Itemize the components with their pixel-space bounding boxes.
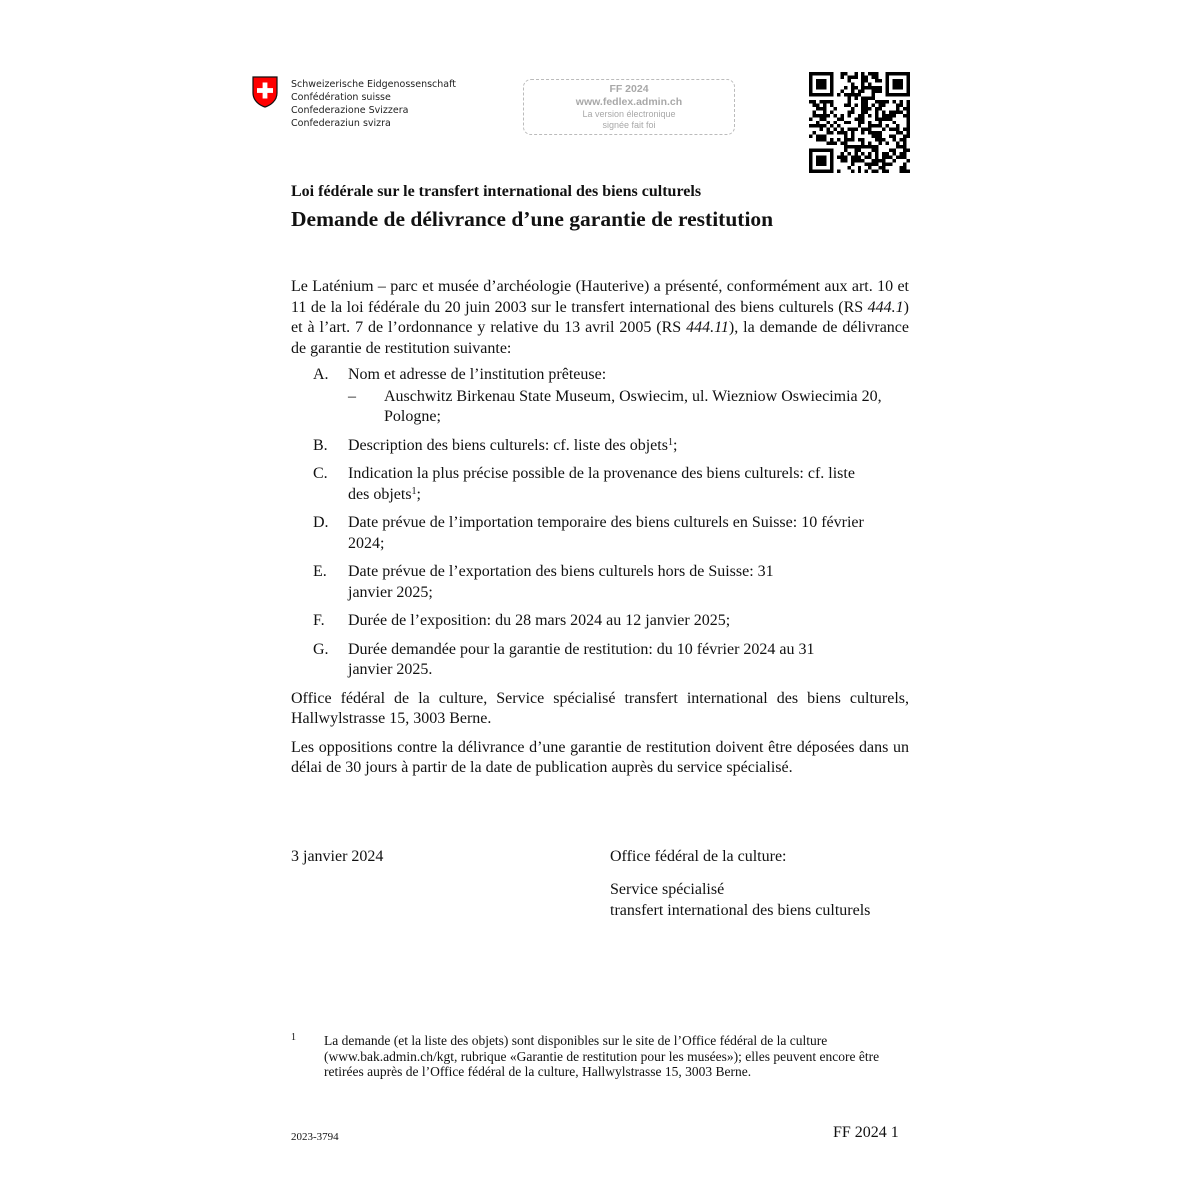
item-text-end: ; [672, 436, 678, 454]
intro-paragraph [291, 277, 909, 359]
item-letter: F. [313, 612, 325, 629]
confederation-names [291, 78, 456, 130]
list-item-g [291, 640, 909, 681]
law-subtitle: Loi fédérale sur le transfert international des biens culturels [291, 183, 702, 200]
stamp-note-2: signée fait foi [602, 120, 656, 130]
document-body [291, 277, 909, 779]
item-letter: C. [313, 465, 328, 482]
confederation-de: Schweizerische Eidgenossenschaft [291, 79, 457, 90]
list-item-e [291, 562, 909, 603]
footnote-ref[interactable]: 1 [411, 485, 417, 497]
rs-ref-2: 444.11 [686, 319, 729, 336]
stamp-note-1: La version électronique [582, 109, 676, 119]
footnote-number: 1 [291, 1032, 296, 1043]
signature-service [610, 880, 870, 921]
list-item-f [291, 611, 909, 632]
list-item-d [291, 513, 909, 554]
list-item-a [291, 365, 909, 428]
lender-address-text: Auschwitz Birkenau State Museum, Oswiecim, ul. Wiezniow Oswiecimia 20, Pologne; [384, 387, 882, 425]
page-reference: FF 2024 1 [833, 1124, 899, 1141]
qr-code-icon [809, 72, 910, 173]
oppositions-paragraph: Les oppositions contre la délivrance d’une garantie de restitution doivent être déposées dans un délai de 30 jours à partir de la date de publication auprès du service spécialisé. [291, 738, 909, 776]
item-text: Indication la plus précise possible de la provenance des biens culturels: cf. liste des objets [348, 465, 855, 503]
confederation-rm: Confederaziun svizra [291, 118, 391, 129]
item-text: Durée de l’exposition: du 28 mars 2024 au 12 janvier 2025; [348, 612, 731, 629]
item-letter: E. [313, 563, 327, 580]
intro-text-2: ) et à l’art. 7 de l’ordonnance y relative du 13 avril 2005 (RS [291, 298, 909, 336]
dash-bullet: – [348, 387, 356, 405]
item-text: Date prévue de l’exportation des biens culturels hors de Suisse: 31 janvier 2025; [348, 563, 774, 601]
lender-address [348, 387, 909, 428]
publication-stamp [523, 79, 735, 135]
item-text: Nom et adresse de l’institution prêteuse: [348, 366, 607, 383]
signature-line-1: Service spécialisé [610, 881, 725, 898]
stamp-ff: FF 2024 [609, 83, 649, 95]
item-letter: D. [313, 514, 329, 531]
item-text-end: ; [416, 485, 421, 503]
footnote-ref[interactable]: 1 [667, 436, 673, 448]
list-item-c [291, 464, 909, 505]
office-paragraph: Office fédéral de la culture, Service spécialisé transfert international des biens culturels, Hallwylstrasse 15, 3003 Berne. [291, 689, 909, 727]
swiss-coat-of-arms-icon [252, 76, 278, 108]
request-items [291, 365, 909, 681]
item-text: Description des biens culturels: cf. liste des objets [348, 436, 668, 454]
issue-date: 3 janvier 2024 [291, 848, 384, 865]
footnote-text: La demande (et la liste des objets) sont disponibles sur le site de l’Office fédéral de la culture (www.bak.admin.ch/kgt, rubrique «Garantie de restitution pour les musées»); elles peuvent encore être retirées auprès de l’Office fédéral de la culture, Hallwylstrasse 15, 3003 Berne. [324, 1033, 880, 1079]
item-text: Durée demandée pour la garantie de restitution: du 10 février 2024 au 31 janvier 2025. [348, 640, 815, 678]
confederation-it: Confederazione Svizzera [291, 105, 409, 116]
intro-text-1: Le Laténium – parc et musée d’archéologie (Hauterive) a présenté, conformément aux art. 10 et 11 de la loi fédérale du 20 juin 2003 sur le transfert international des biens culturels (RS [291, 278, 909, 316]
item-letter: B. [313, 436, 328, 454]
intro-text-3: ), la demande de délivrance de garantie de restitution suivante: [291, 319, 909, 357]
item-text: Date prévue de l’importation temporaire des biens culturels en Suisse: 10 février 2024; [348, 514, 864, 552]
signature-org: Office fédéral de la culture: [610, 848, 787, 865]
document-number: 2023-3794 [291, 1131, 339, 1143]
signature-line-2: transfert international des biens culturels [610, 901, 871, 919]
item-letter: G. [313, 640, 329, 658]
list-item-b [291, 436, 909, 457]
item-letter: A. [313, 366, 329, 383]
page-title: Demande de délivrance d’une garantie de restitution [291, 207, 774, 231]
confederation-fr: Confédération suisse [291, 92, 391, 103]
rs-ref-1: 444.1 [867, 298, 904, 316]
stamp-url: www.fedlex.admin.ch [575, 96, 683, 108]
